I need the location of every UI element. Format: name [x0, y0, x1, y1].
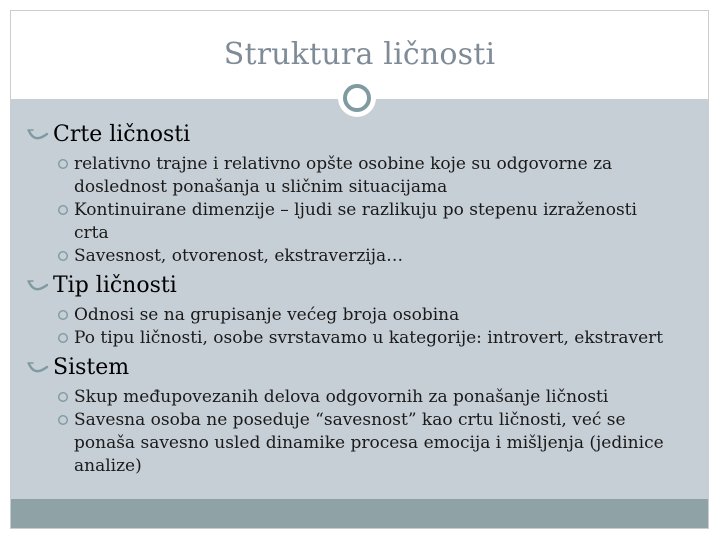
section-heading [27, 121, 708, 149]
slide-title: Struktura ličnosti [223, 37, 496, 72]
open-circle-bullet-icon [57, 158, 69, 170]
open-circle-bullet-icon [57, 414, 69, 426]
slide-frame [10, 10, 709, 529]
list-item [57, 386, 674, 409]
section-heading-text: Sistem [53, 355, 130, 380]
list-item-text: Po tipu ličnosti, osobe svrstavamo u kategorije: introvert, ekstravert [74, 328, 664, 348]
ring-divider-inner [343, 84, 371, 112]
open-circle-bullet-icon [57, 332, 69, 344]
section-heading [27, 354, 708, 382]
bullet-list [11, 121, 708, 480]
section-heading-text: Tip ličnosti [53, 273, 177, 298]
list-item-text: Kontinuirane dimenzije – ljudi se razlikuju po stepenu izraženosti crta [74, 200, 637, 243]
ring-divider-icon [338, 79, 376, 117]
section-tip [11, 272, 708, 350]
list-item [57, 245, 674, 268]
list-item [57, 327, 674, 350]
list-item-text: Savesnost, otvorenost, ekstraverzija… [74, 246, 404, 266]
section-heading [27, 272, 708, 300]
swoosh-bullet-icon [27, 361, 49, 375]
swoosh-bullet-icon [27, 128, 49, 142]
list-item-text: Skup međupovezanih delova odgovornih za ponašanje ličnosti [74, 387, 609, 407]
open-circle-bullet-icon [57, 391, 69, 403]
list-item-text: Savesna osoba ne poseduje “savesnost” kao crtu ličnosti, već se ponaša savesno usled dinamike procesa emocija i mišljenja (jedinice analize) [74, 410, 664, 476]
list-item [57, 199, 674, 245]
list-item [57, 304, 674, 327]
section-crte [11, 121, 708, 268]
footer-band [11, 499, 708, 529]
open-circle-bullet-icon [57, 309, 69, 321]
list-item [57, 409, 674, 478]
swoosh-bullet-icon [27, 279, 49, 293]
list-item-text: Odnosi se na grupisanje većeg broja osobina [74, 305, 460, 325]
section-sistem [11, 354, 708, 478]
open-circle-bullet-icon [57, 250, 69, 262]
section-heading-text: Crte ličnosti [53, 122, 191, 147]
open-circle-bullet-icon [57, 204, 69, 216]
list-item-text: relativno trajne i relativno opšte osobine koje su odgovorne za doslednost ponašanja u sličnim situacijama [74, 154, 613, 197]
list-item [57, 153, 674, 199]
